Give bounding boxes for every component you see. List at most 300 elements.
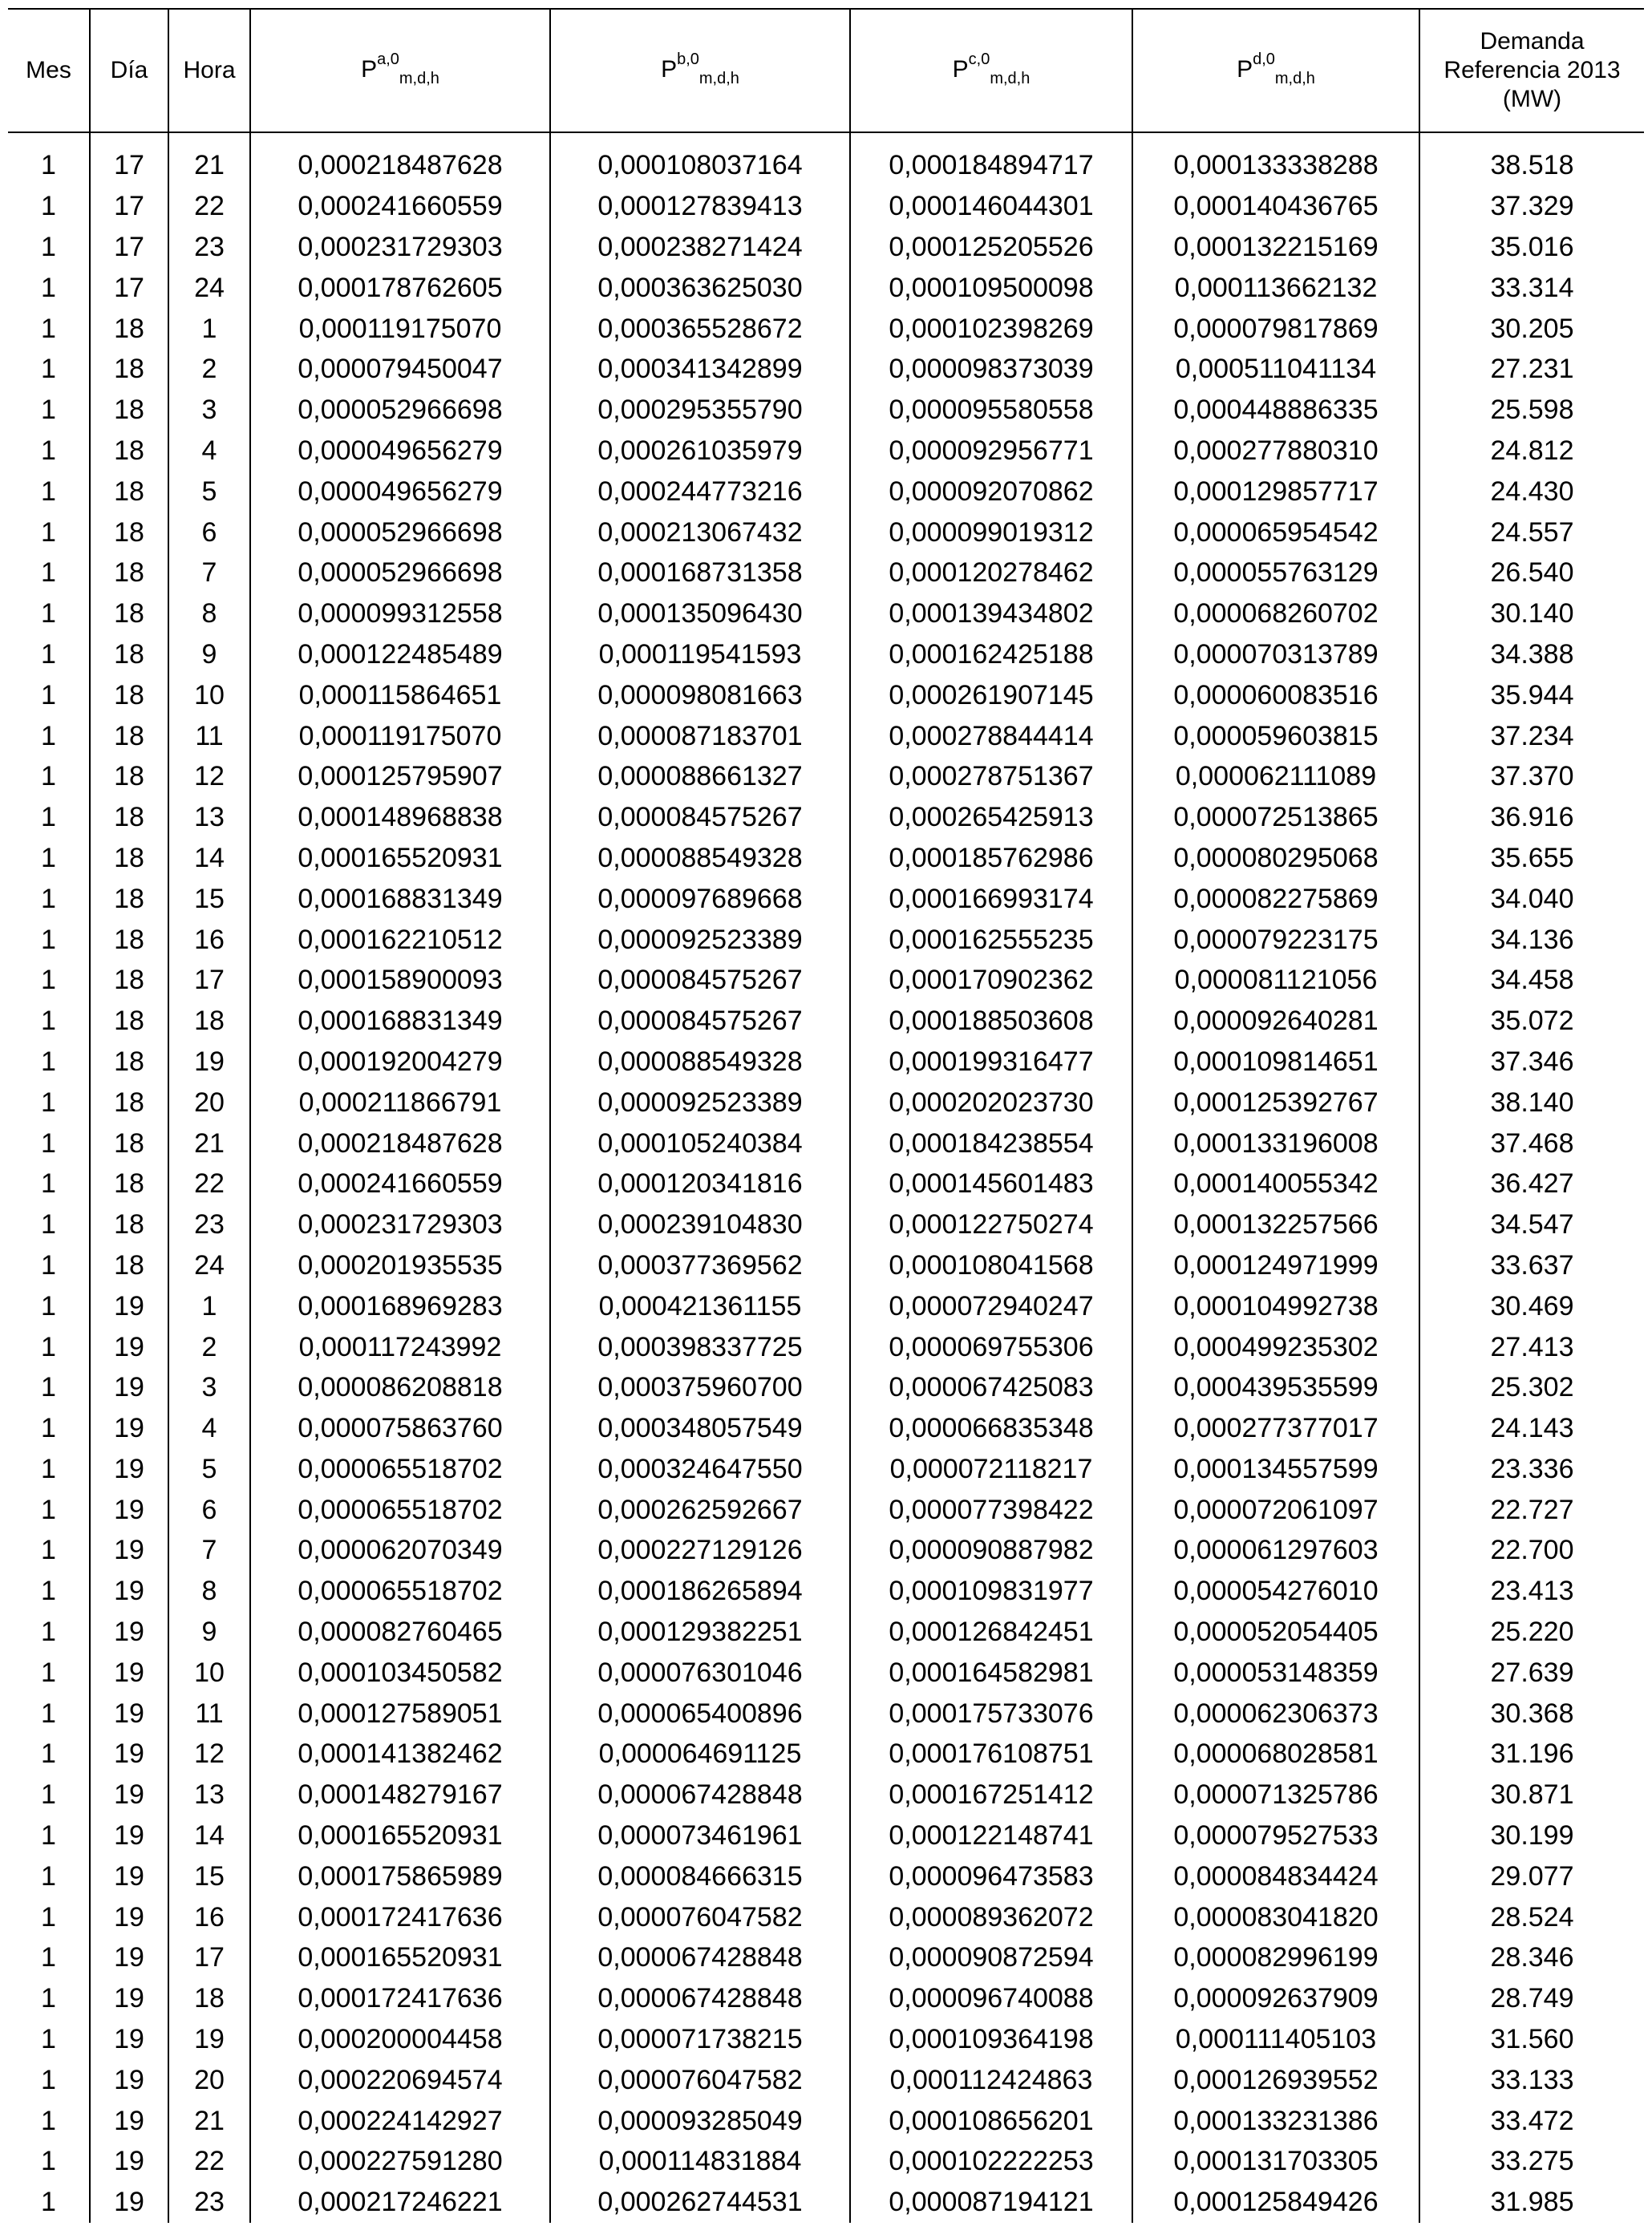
cell-pb: 0,000114831884	[550, 2141, 850, 2182]
cell-hora: 17	[168, 960, 250, 1001]
cell-pd: 0,000140436765	[1132, 186, 1419, 227]
cell-pb: 0,000295355790	[550, 390, 850, 431]
cell-hora: 22	[168, 186, 250, 227]
table-row	[8, 2100, 1644, 2141]
cell-mes: 1	[41, 191, 56, 222]
cell-pd: 0,000511041134	[1132, 349, 1419, 390]
cell-pb: 0,000092523389	[550, 919, 850, 960]
cell-dia: 19	[90, 2059, 168, 2100]
cell-pc: 0,000099019312	[850, 512, 1132, 552]
cell-pb: 0,000348057549	[550, 1408, 850, 1449]
header-pc-base: P	[952, 55, 969, 83]
cell-demanda: 28.524	[1419, 1896, 1644, 1937]
cell-pd: 0,000140055342	[1132, 1164, 1419, 1204]
header-demanda-line2: Referencia 2013	[1443, 57, 1621, 83]
cell-demanda: 34.458	[1419, 960, 1644, 1001]
cell-demanda: 24.430	[1419, 471, 1644, 512]
cell-dia: 18	[90, 552, 168, 593]
cell-pc: 0,000102398269	[850, 308, 1132, 349]
cell-pa: 0,000175865989	[250, 1856, 550, 1896]
cell-pc: 0,000077398422	[850, 1489, 1132, 1530]
cell-mes: 1	[41, 1698, 56, 1729]
cell-demanda: 29.077	[1419, 1856, 1644, 1896]
cell-mes: 1	[41, 883, 56, 914]
cell-demanda: 25.302	[1419, 1367, 1644, 1408]
cell-pd: 0,000124971999	[1132, 1245, 1419, 1286]
cell-mes: 1	[41, 598, 56, 629]
cell-pc: 0,000087194121	[850, 2182, 1132, 2223]
cell-pa: 0,000049656279	[250, 471, 550, 512]
table-row	[8, 634, 1644, 675]
cell-demanda: 38.140	[1419, 1082, 1644, 1123]
table-row	[8, 1001, 1644, 1042]
cell-pa: 0,000086208818	[250, 1367, 550, 1408]
cell-demanda: 38.518	[1419, 145, 1644, 186]
cell-pd: 0,000070313789	[1132, 634, 1419, 675]
cell-pc: 0,000146044301	[850, 186, 1132, 227]
cell-pb: 0,000065400896	[550, 1693, 850, 1734]
cell-pd: 0,000134557599	[1132, 1449, 1419, 1490]
cell-pa: 0,000117243992	[250, 1326, 550, 1367]
cell-pa: 0,000165520931	[250, 1937, 550, 1978]
cell-pb: 0,000239104830	[550, 1204, 850, 1245]
cell-pd: 0,000129857717	[1132, 471, 1419, 512]
cell-dia: 17	[90, 145, 168, 186]
cell-dia: 18	[90, 960, 168, 1001]
cell-demanda: 25.598	[1419, 390, 1644, 431]
table-header	[8, 9, 1644, 132]
table-row	[8, 227, 1644, 268]
cell-pc: 0,000109500098	[850, 267, 1132, 308]
cell-pb: 0,000064691125	[550, 1734, 850, 1775]
table-row	[8, 267, 1644, 308]
cell-pd: 0,000132215169	[1132, 227, 1419, 268]
cell-dia: 18	[90, 512, 168, 552]
cell-pd: 0,000277377017	[1132, 1408, 1419, 1449]
cell-hora: 12	[168, 1734, 250, 1775]
table-row	[8, 2019, 1644, 2060]
header-pb	[550, 9, 850, 132]
cell-pb: 0,000076047582	[550, 2059, 850, 2100]
cell-demanda: 30.140	[1419, 593, 1644, 634]
cell-pa: 0,000168831349	[250, 1001, 550, 1042]
table-row	[8, 471, 1644, 512]
cell-dia: 18	[90, 756, 168, 797]
table-body	[8, 132, 1644, 2223]
cell-pd: 0,000061297603	[1132, 1530, 1419, 1571]
table-row	[8, 715, 1644, 756]
cell-pb: 0,000098081663	[550, 674, 850, 715]
cell-pa: 0,000168969283	[250, 1285, 550, 1326]
cell-pc: 0,000175733076	[850, 1693, 1132, 1734]
cell-demanda: 31.985	[1419, 2182, 1644, 2223]
cell-dia: 18	[90, 1245, 168, 1286]
cell-dia: 18	[90, 715, 168, 756]
cell-mes: 1	[41, 1820, 56, 1852]
cell-hora: 3	[168, 390, 250, 431]
header-pd-sup: d,0	[1253, 50, 1275, 68]
cell-pa: 0,000178762605	[250, 267, 550, 308]
cell-pc: 0,000202023730	[850, 1082, 1132, 1123]
cell-mes: 1	[41, 1983, 56, 2014]
cell-pa: 0,000103450582	[250, 1652, 550, 1693]
cell-dia: 18	[90, 431, 168, 472]
cell-mes: 1	[41, 1860, 56, 1892]
cell-hora: 5	[168, 1449, 250, 1490]
cell-pb: 0,000067428848	[550, 1937, 850, 1978]
cell-pb: 0,000262744531	[550, 2182, 850, 2223]
cell-pc: 0,000125205526	[850, 227, 1132, 268]
cell-hora: 23	[168, 2182, 250, 2223]
cell-hora: 18	[168, 1978, 250, 2019]
cell-demanda: 33.133	[1419, 2059, 1644, 2100]
cell-pd: 0,000065954542	[1132, 512, 1419, 552]
cell-dia: 19	[90, 1530, 168, 1571]
header-pb-sup: b,0	[677, 50, 699, 68]
cell-pd: 0,000499235302	[1132, 1326, 1419, 1367]
header-pa	[250, 9, 550, 132]
cell-demanda: 27.231	[1419, 349, 1644, 390]
cell-dia: 18	[90, 1082, 168, 1123]
cell-demanda: 35.016	[1419, 227, 1644, 268]
cell-pc: 0,000069755306	[850, 1326, 1132, 1367]
header-row	[8, 9, 1644, 132]
cell-pb: 0,000377369562	[550, 1245, 850, 1286]
cell-pd: 0,000062306373	[1132, 1693, 1419, 1734]
cell-hora: 24	[168, 1245, 250, 1286]
header-pa-sub: m,d,h	[399, 69, 439, 87]
cell-dia: 19	[90, 1734, 168, 1775]
cell-pd: 0,000072061097	[1132, 1489, 1419, 1530]
cell-pb: 0,000076047582	[550, 1896, 850, 1937]
cell-demanda: 30.469	[1419, 1285, 1644, 1326]
cell-dia: 19	[90, 2100, 168, 2141]
cell-demanda: 36.427	[1419, 1164, 1644, 1204]
cell-hora: 12	[168, 756, 250, 797]
cell-pc: 0,000176108751	[850, 1734, 1132, 1775]
cell-pc: 0,000162555235	[850, 919, 1132, 960]
table-row	[8, 1571, 1644, 1612]
cell-mes: 1	[41, 557, 56, 589]
cell-hora: 2	[168, 1326, 250, 1367]
cell-mes: 1	[41, 354, 56, 385]
cell-hora: 3	[168, 1367, 250, 1408]
cell-pb: 0,000092523389	[550, 1082, 850, 1123]
cell-hora: 23	[168, 1204, 250, 1245]
cell-demanda: 28.346	[1419, 1937, 1644, 1978]
table-row	[8, 2182, 1644, 2223]
cell-pa: 0,000125795907	[250, 756, 550, 797]
header-mes: Mes	[8, 9, 90, 132]
cell-pc: 0,000096473583	[850, 1856, 1132, 1896]
cell-mes: 1	[41, 1249, 56, 1281]
table-row	[8, 145, 1644, 186]
cell-mes: 1	[41, 1535, 56, 1566]
header-demanda-line1: Demanda	[1480, 28, 1585, 55]
cell-pc: 0,000066835348	[850, 1408, 1132, 1449]
cell-demanda: 37.346	[1419, 1042, 1644, 1083]
cell-pb: 0,000135096430	[550, 593, 850, 634]
cell-pb: 0,000076301046	[550, 1652, 850, 1693]
cell-pc: 0,000166993174	[850, 878, 1132, 919]
cell-dia: 19	[90, 1571, 168, 1612]
cell-dia: 17	[90, 186, 168, 227]
cell-dia: 17	[90, 267, 168, 308]
cell-dia: 18	[90, 634, 168, 675]
table-row	[8, 2059, 1644, 2100]
table-row	[8, 2141, 1644, 2182]
cell-pb: 0,000363625030	[550, 267, 850, 308]
cell-pd: 0,000079223175	[1132, 919, 1419, 960]
table-row	[8, 838, 1644, 879]
cell-hora: 11	[168, 715, 250, 756]
cell-pc: 0,000096740088	[850, 1978, 1132, 2019]
cell-pd: 0,000052054405	[1132, 1612, 1419, 1653]
cell-mes: 1	[41, 679, 56, 710]
table-row	[8, 593, 1644, 634]
cell-pa: 0,000162210512	[250, 919, 550, 960]
cell-dia: 18	[90, 1164, 168, 1204]
cell-hora: 15	[168, 1856, 250, 1896]
cell-demanda: 34.040	[1419, 878, 1644, 919]
cell-pb: 0,000227129126	[550, 1530, 850, 1571]
cell-pa: 0,000218487628	[250, 145, 550, 186]
cell-hora: 18	[168, 1001, 250, 1042]
cell-dia: 19	[90, 1815, 168, 1856]
cell-pa: 0,000099312558	[250, 593, 550, 634]
cell-pd: 0,000071325786	[1132, 1775, 1419, 1815]
table-row	[8, 1042, 1644, 1083]
cell-dia: 19	[90, 1326, 168, 1367]
cell-pb: 0,000105240384	[550, 1123, 850, 1164]
cell-demanda: 27.413	[1419, 1326, 1644, 1367]
cell-pb: 0,000084575267	[550, 797, 850, 838]
cell-mes: 1	[41, 2146, 56, 2177]
cell-hora: 20	[168, 1082, 250, 1123]
cell-pa: 0,000065518702	[250, 1449, 550, 1490]
cell-dia: 18	[90, 878, 168, 919]
cell-mes: 1	[41, 1006, 56, 1037]
cell-pd: 0,000068028581	[1132, 1734, 1419, 1775]
cell-dia: 19	[90, 2019, 168, 2060]
cell-pa: 0,000065518702	[250, 1571, 550, 1612]
cell-pa: 0,000192004279	[250, 1042, 550, 1083]
table-row	[8, 1489, 1644, 1530]
table-row	[8, 1326, 1644, 1367]
table-row	[8, 1896, 1644, 1937]
cell-dia: 19	[90, 2182, 168, 2223]
cell-dia: 19	[90, 1896, 168, 1937]
cell-pc: 0,000145601483	[850, 1164, 1132, 1204]
cell-hora: 16	[168, 919, 250, 960]
cell-pc: 0,000188503608	[850, 1001, 1132, 1042]
cell-mes: 1	[41, 761, 56, 792]
cell-pc: 0,000109831977	[850, 1571, 1132, 1612]
table-row	[8, 1367, 1644, 1408]
header-pa-sup: a,0	[377, 50, 399, 68]
cell-pc: 0,000067425083	[850, 1367, 1132, 1408]
cell-hora: 5	[168, 471, 250, 512]
table-row	[8, 1978, 1644, 2019]
cell-hora: 8	[168, 1571, 250, 1612]
cell-dia: 18	[90, 1001, 168, 1042]
header-pc-sup: c,0	[968, 50, 990, 68]
cell-hora: 6	[168, 512, 250, 552]
cell-pa: 0,000165520931	[250, 838, 550, 879]
cell-dia: 19	[90, 1489, 168, 1530]
cell-mes: 1	[41, 1942, 56, 1973]
cell-mes: 1	[41, 1617, 56, 1648]
cell-mes: 1	[41, 924, 56, 955]
cell-pd: 0,000062111089	[1132, 756, 1419, 797]
table-row	[8, 1285, 1644, 1326]
cell-pd: 0,000111405103	[1132, 2019, 1419, 2060]
cell-pc: 0,000126842451	[850, 1612, 1132, 1653]
cell-pb: 0,000108037164	[550, 145, 850, 186]
table-row	[8, 674, 1644, 715]
cell-pc: 0,000122750274	[850, 1204, 1132, 1245]
cell-pd: 0,000126939552	[1132, 2059, 1419, 2100]
cell-pb: 0,000262592667	[550, 1489, 850, 1530]
cell-pb: 0,000067428848	[550, 1775, 850, 1815]
cell-hora: 24	[168, 267, 250, 308]
cell-hora: 19	[168, 1042, 250, 1083]
table-row	[8, 1612, 1644, 1653]
cell-pa: 0,000115864651	[250, 674, 550, 715]
cell-pb: 0,000097689668	[550, 878, 850, 919]
table-row	[8, 797, 1644, 838]
cell-dia: 18	[90, 471, 168, 512]
cell-pd: 0,000082996199	[1132, 1937, 1419, 1978]
cell-pa: 0,000227591280	[250, 2141, 550, 2182]
cell-mes: 1	[41, 1127, 56, 1159]
cell-hora: 22	[168, 1164, 250, 1204]
cell-mes: 1	[41, 1901, 56, 1933]
cell-hora: 10	[168, 674, 250, 715]
cell-mes: 1	[41, 435, 56, 466]
cell-pa: 0,000172417636	[250, 1896, 550, 1937]
cell-dia: 19	[90, 1978, 168, 2019]
header-pd	[1132, 9, 1419, 132]
cell-demanda: 33.637	[1419, 1245, 1644, 1286]
header-pc-sub: m,d,h	[990, 69, 1030, 87]
table-row	[8, 1815, 1644, 1856]
cell-demanda: 31.560	[1419, 2019, 1644, 2060]
cell-pb: 0,000168731358	[550, 552, 850, 593]
data-table	[8, 8, 1644, 2223]
cell-mes: 1	[41, 2105, 56, 2136]
cell-pc: 0,000072940247	[850, 1285, 1132, 1326]
cell-pb: 0,000088549328	[550, 838, 850, 879]
cell-demanda: 34.136	[1419, 919, 1644, 960]
cell-demanda: 22.727	[1419, 1489, 1644, 1530]
cell-mes: 1	[41, 1331, 56, 1362]
cell-hora: 21	[168, 1123, 250, 1164]
table-row	[8, 349, 1644, 390]
cell-pb: 0,000127839413	[550, 186, 850, 227]
cell-hora: 1	[168, 1285, 250, 1326]
cell-pb: 0,000421361155	[550, 1285, 850, 1326]
table-row	[8, 1693, 1644, 1734]
cell-demanda: 30.205	[1419, 308, 1644, 349]
cell-pd: 0,000133196008	[1132, 1123, 1419, 1164]
cell-pc: 0,000265425913	[850, 797, 1132, 838]
cell-demanda: 22.700	[1419, 1530, 1644, 1571]
table-row	[8, 1652, 1644, 1693]
table-row	[8, 1123, 1644, 1164]
cell-demanda: 35.072	[1419, 1001, 1644, 1042]
cell-pb: 0,000186265894	[550, 1571, 850, 1612]
cell-mes: 1	[41, 1494, 56, 1525]
cell-pc: 0,000108656201	[850, 2100, 1132, 2141]
header-pb-base: P	[661, 55, 678, 83]
cell-dia: 18	[90, 1123, 168, 1164]
cell-pa: 0,000201935535	[250, 1245, 550, 1286]
table-row	[8, 390, 1644, 431]
cell-dia: 18	[90, 1204, 168, 1245]
cell-pc: 0,000170902362	[850, 960, 1132, 1001]
cell-hora: 19	[168, 2019, 250, 2060]
cell-pb: 0,000084575267	[550, 1001, 850, 1042]
cell-pd: 0,000448886335	[1132, 390, 1419, 431]
cell-pa: 0,000148968838	[250, 797, 550, 838]
cell-pc: 0,000120278462	[850, 552, 1132, 593]
table-row	[8, 1775, 1644, 1815]
cell-dia: 19	[90, 1856, 168, 1896]
cell-pc: 0,000122148741	[850, 1815, 1132, 1856]
cell-pa: 0,000075863760	[250, 1408, 550, 1449]
cell-hora: 2	[168, 349, 250, 390]
cell-pa: 0,000148279167	[250, 1775, 550, 1815]
cell-pc: 0,000278844414	[850, 715, 1132, 756]
cell-dia: 19	[90, 1775, 168, 1815]
cell-pc: 0,000139434802	[850, 593, 1132, 634]
table-row	[8, 552, 1644, 593]
cell-pd: 0,000131703305	[1132, 2141, 1419, 2182]
header-spacer-row	[8, 132, 1644, 145]
cell-dia: 18	[90, 919, 168, 960]
cell-pc: 0,000090872594	[850, 1937, 1132, 1978]
cell-demanda: 26.540	[1419, 552, 1644, 593]
cell-hora: 21	[168, 145, 250, 186]
cell-mes: 1	[41, 1453, 56, 1484]
cell-pd: 0,000068260702	[1132, 593, 1419, 634]
cell-demanda: 24.143	[1419, 1408, 1644, 1449]
cell-pd: 0,000084834424	[1132, 1856, 1419, 1896]
header-pd-sub: m,d,h	[1274, 69, 1315, 87]
header-pd-base: P	[1237, 55, 1253, 83]
cell-pa: 0,000122485489	[250, 634, 550, 675]
cell-mes: 1	[41, 1372, 56, 1403]
cell-demanda: 33.275	[1419, 2141, 1644, 2182]
header-demanda-line3: (MW)	[1502, 86, 1562, 112]
cell-pb: 0,000067428848	[550, 1978, 850, 2019]
cell-dia: 18	[90, 390, 168, 431]
cell-pd: 0,000133231386	[1132, 2100, 1419, 2141]
cell-pc: 0,000278751367	[850, 756, 1132, 797]
cell-dia: 18	[90, 1042, 168, 1083]
cell-pa: 0,000218487628	[250, 1123, 550, 1164]
header-pb-sub: m,d,h	[698, 69, 739, 87]
cell-pd: 0,000060083516	[1132, 674, 1419, 715]
cell-hora: 9	[168, 634, 250, 675]
cell-pd: 0,000092640281	[1132, 1001, 1419, 1042]
cell-pa: 0,000062070349	[250, 1530, 550, 1571]
cell-mes: 1	[41, 720, 56, 751]
cell-pc: 0,000112424863	[850, 2059, 1132, 2100]
cell-pd: 0,000079817869	[1132, 308, 1419, 349]
cell-pb: 0,000073461961	[550, 1815, 850, 1856]
